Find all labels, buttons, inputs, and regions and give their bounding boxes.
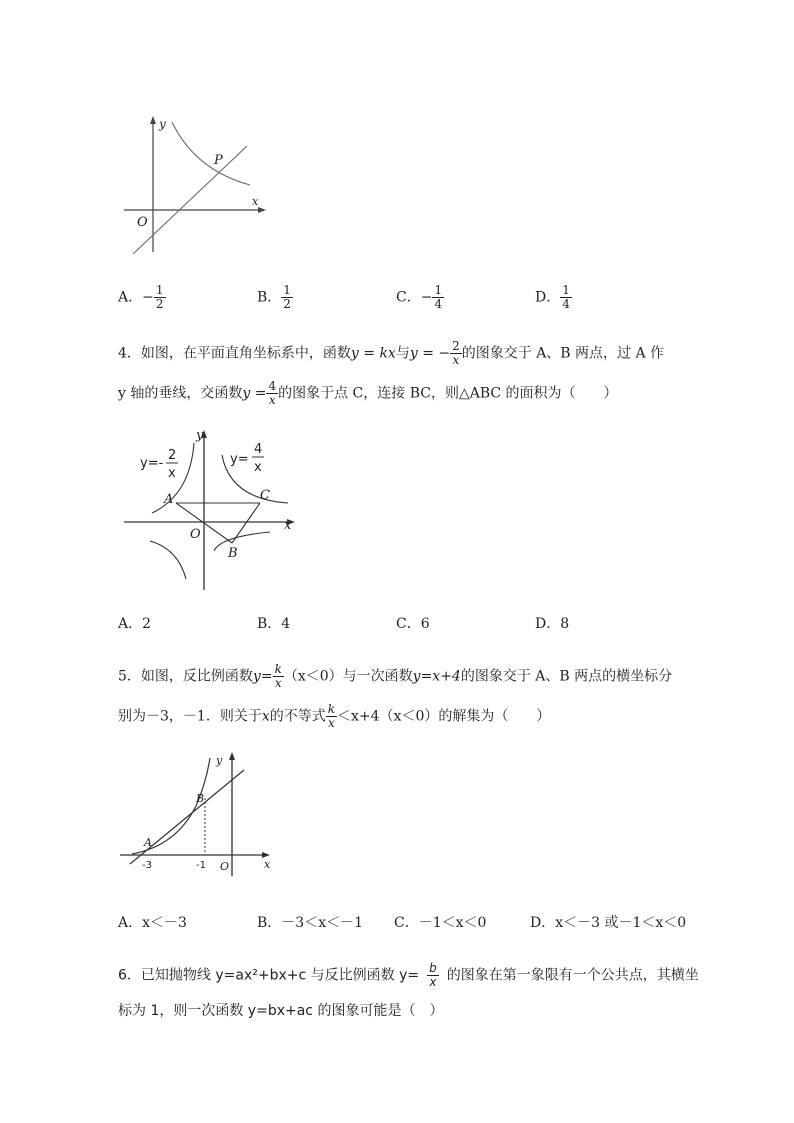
q4-option-d[interactable]: D．8 <box>535 616 570 632</box>
q4-y-label: y <box>196 428 204 443</box>
q3-y-label: y <box>159 117 166 131</box>
q4-eq1-label: y=- <box>140 456 164 471</box>
q5-y-label: y <box>216 754 223 767</box>
q3-option-b-fraction: $\frac{1}{2}$ <box>283 283 291 311</box>
q4-question-line1: 4．如图，在平面直角坐标系中，函数y = kx与y = − $\frac{2}{x}$ 的图象交于 A、B 两点，过 A 作 <box>118 339 665 367</box>
q3-option-d-fraction: $\frac{1}{4}$ <box>562 283 570 311</box>
q3-point-p-label: P <box>214 153 223 168</box>
q6-fraction: $\frac{b}{x}$ <box>429 961 437 989</box>
q3-figure <box>110 112 280 262</box>
q4-eq1-num: 2 <box>168 448 177 463</box>
q4-x-label: x <box>284 518 292 533</box>
q6-question-line1: 6．已知抛物线 y=ax²+bx+c 与反比例函数 y= $\frac{b}{x}$ 的图象在第一象限有一个公共点，其横坐 <box>118 961 699 989</box>
q3-option-d[interactable]: D． $\frac{1}{4}$ <box>535 283 570 311</box>
q5-tick-minus3: -3 <box>142 860 152 871</box>
q4-func2-fraction: $\frac{2}{x}$ <box>452 339 460 367</box>
q5-f1-fraction: $\frac{k}{x}$ <box>274 662 282 690</box>
q4-origin-label: O <box>190 527 201 542</box>
q3-x-label: x <box>252 195 259 208</box>
q3-option-b[interactable]: B． $\frac{1}{2}$ <box>257 283 291 311</box>
q5-option-c[interactable]: C．－1＜x＜0 <box>394 915 487 931</box>
q4-option-a[interactable]: A．2 <box>118 616 152 632</box>
q4-figure <box>120 425 300 593</box>
q4-option-c[interactable]: C．6 <box>396 616 430 632</box>
q4-point-a-label: A <box>164 492 174 507</box>
q4-eq2-den: x <box>254 460 262 475</box>
q3-origin-label: O <box>137 215 148 230</box>
q3-option-a[interactable]: A．− $\frac{1}{2}$ <box>118 283 164 311</box>
q5-point-a-label: A <box>144 836 152 849</box>
q5-tick-minus1: -1 <box>196 860 206 871</box>
q5-option-a[interactable]: A．x＜－3 <box>118 915 187 931</box>
q5-figure <box>116 748 276 878</box>
q6-question-line2: 标为 1，则一次函数 y=bx+ac 的图象可能是（ ） <box>118 1003 444 1019</box>
q3-option-c-fraction: $\frac{1}{4}$ <box>434 283 443 311</box>
q5-x-label: x <box>264 858 271 871</box>
q5-question-line2: 别为－3，－1．则关于x的不等式 $\frac{k}{x}$ ＜x+4（x＜0）的解集为（ ） <box>118 702 551 730</box>
q4-eq2-label: y= <box>230 452 249 467</box>
q4-eq1-den: x <box>168 466 176 481</box>
q4-eq2-num: 4 <box>254 442 263 457</box>
q5-option-d[interactable]: D．x＜－3 或－1＜x＜0 <box>530 915 687 931</box>
q5-point-b-label: B <box>196 792 205 805</box>
q4-point-b-label: B <box>228 546 238 561</box>
q3-option-a-fraction: $\frac{1}{2}$ <box>155 283 164 311</box>
q5-ineq-fraction: $\frac{k}{x}$ <box>327 702 336 730</box>
q3-option-c[interactable]: C．− $\frac{1}{4}$ <box>396 283 443 311</box>
q5-question-line1: 5．如图，反比例函数y= $\frac{k}{x}$ （x＜0）与一次函数y=x+4的图象交于 A、B 两点的横坐标分 <box>118 662 673 690</box>
q5-origin-label: O <box>220 860 230 873</box>
q4-point-c-label: C <box>260 488 270 503</box>
q4-question-line2: y 轴的垂线，交函数y = $\frac{4}{x}$ 的图象于点 C，连接 BC，则△ABC 的面积为（ ） <box>118 379 618 407</box>
q4-option-b[interactable]: B．4 <box>257 616 291 632</box>
q4-func3-fraction: $\frac{4}{x}$ <box>268 379 277 407</box>
q5-option-b[interactable]: B．－3＜x＜－1 <box>257 915 363 931</box>
